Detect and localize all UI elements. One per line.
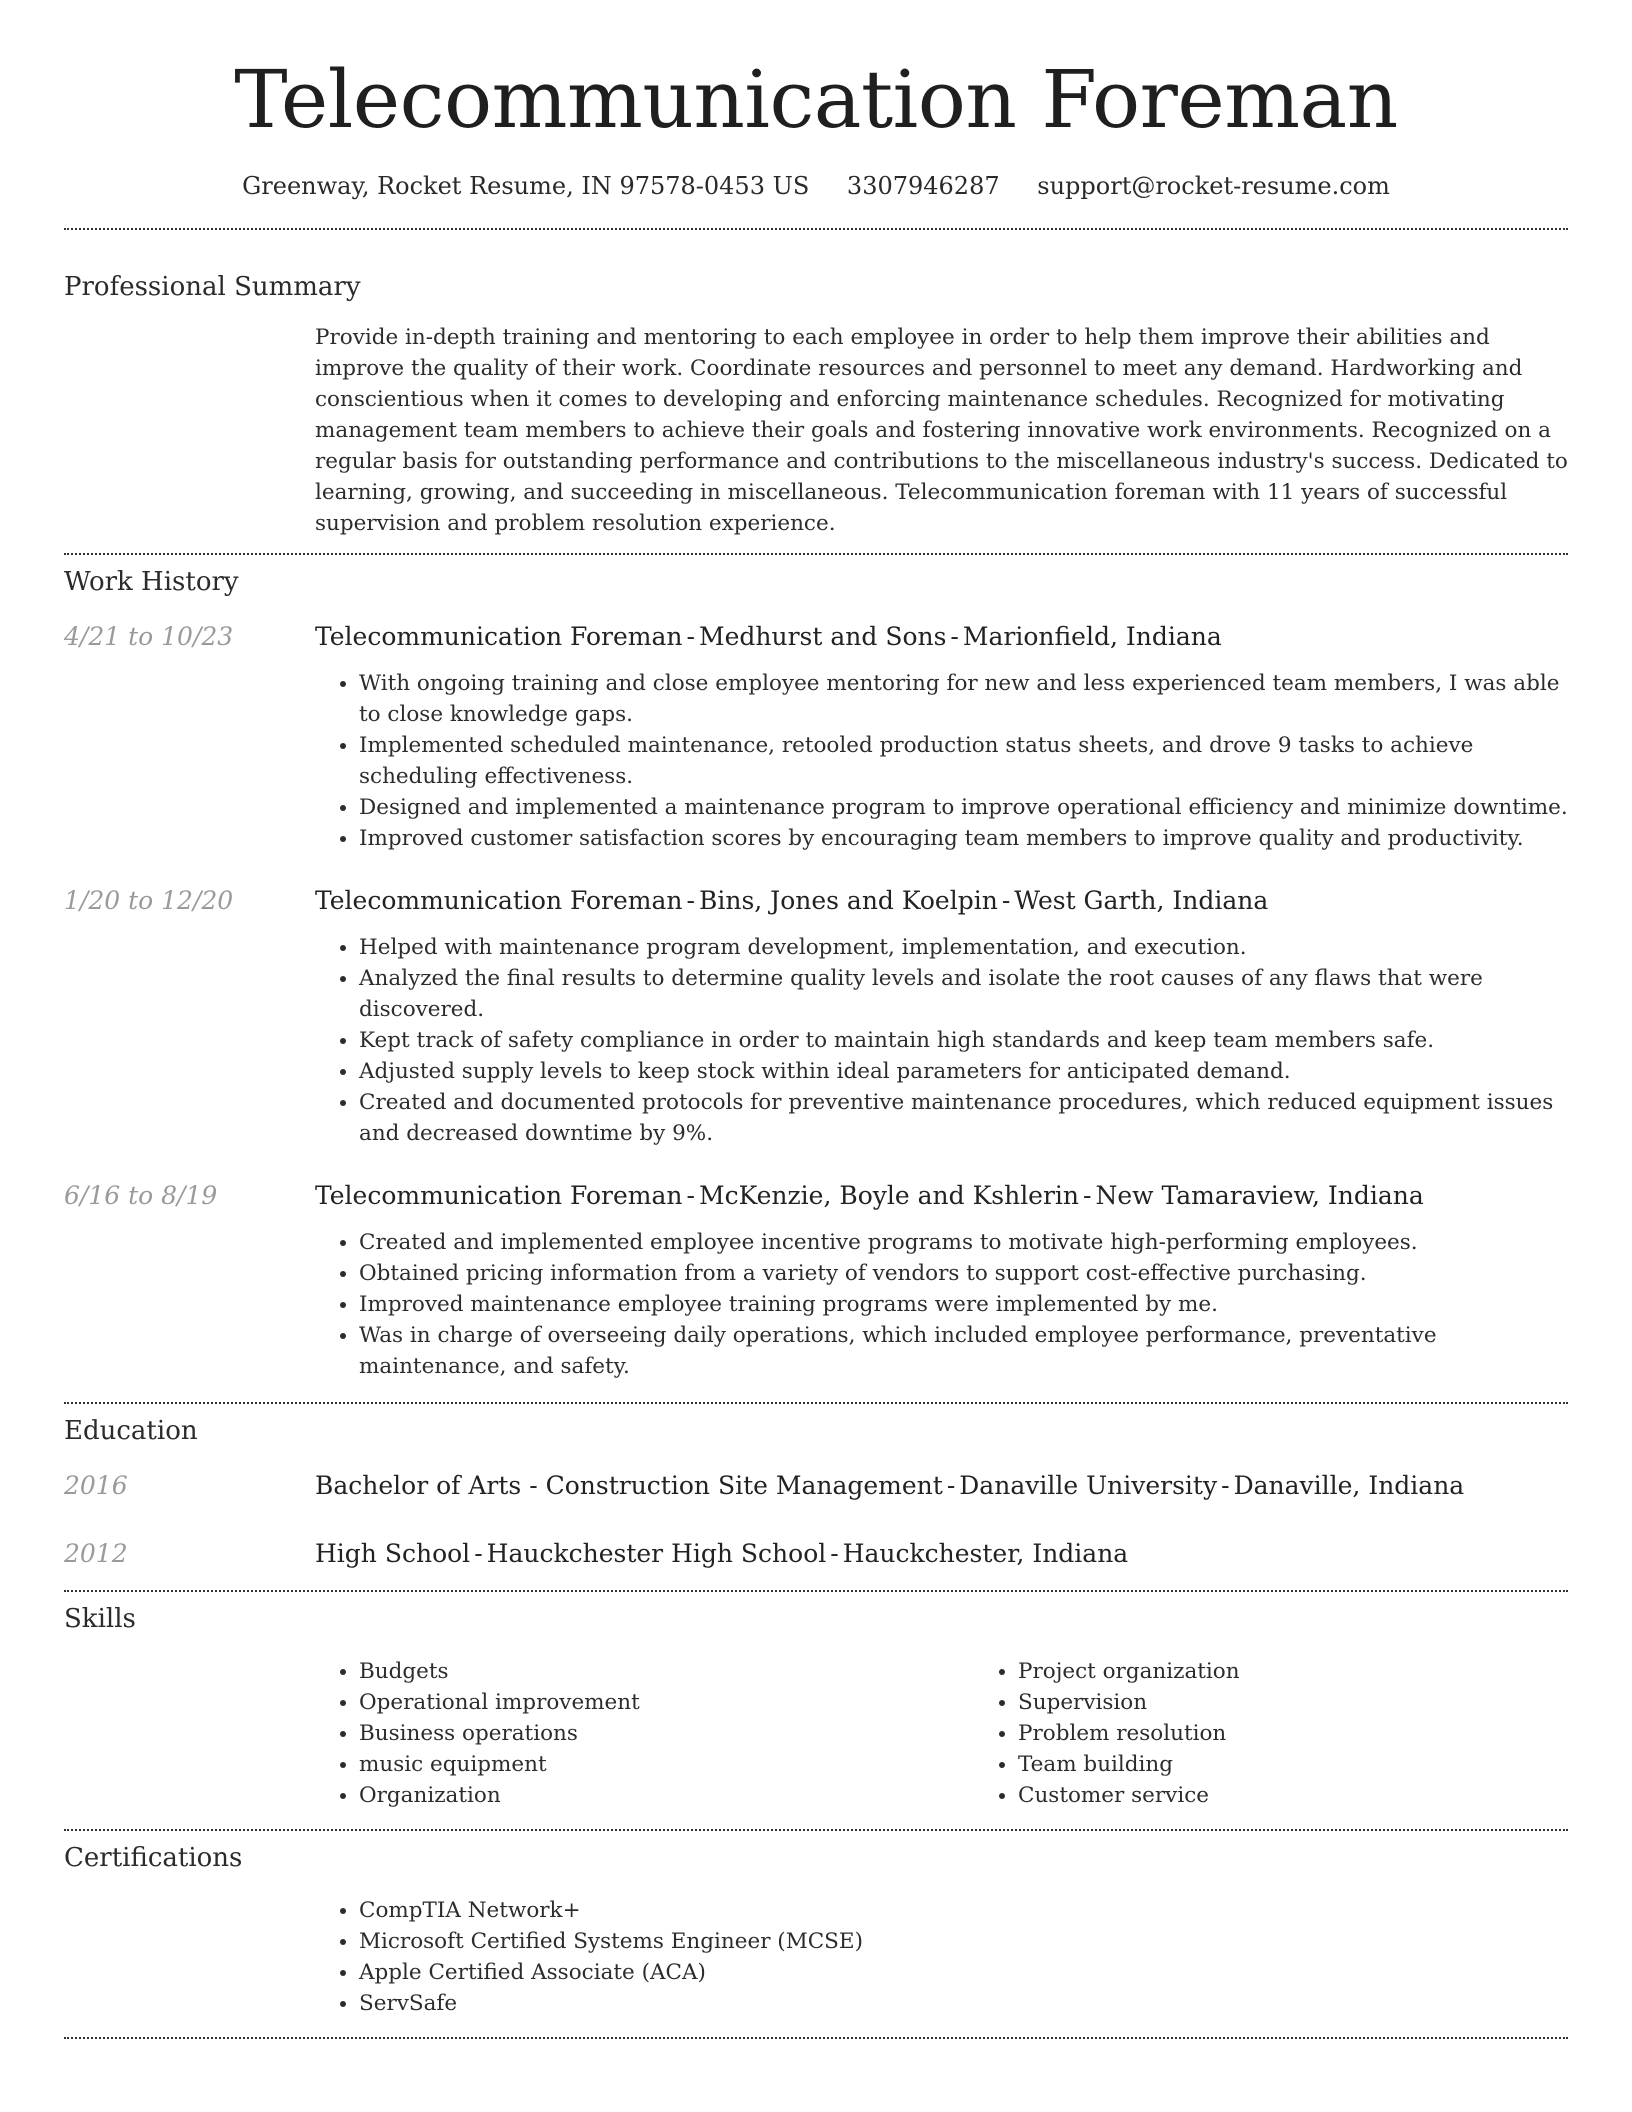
skill-item: • Budgets	[359, 1656, 974, 1687]
candidate-name: Telecommunication Foreman	[234, 53, 1398, 146]
certifications-section	[64, 1831, 1568, 2019]
job-bullets	[315, 932, 1568, 1149]
job-bullet: • Designed and implemented a maintenance program to improve operational efficiency and minimize downtime.	[359, 792, 1568, 823]
education-degree: High School	[315, 1539, 471, 1568]
education-school: Hauckchester High School	[486, 1539, 827, 1568]
job-entry	[64, 1180, 1568, 1382]
job-bullet: • Created and implemented employee incentive programs to motivate high-performing employees.	[359, 1227, 1568, 1258]
job-heading: Telecommunication Foreman - Medhurst and Sons - Marionfield, Indiana	[315, 622, 1222, 651]
job-entry	[64, 621, 1568, 854]
skill-item: • Business operations	[359, 1718, 974, 1749]
education-heading: Education	[64, 1416, 198, 1446]
certifications-heading: Certifications	[64, 1843, 243, 1873]
education-location: Danaville, Indiana	[1233, 1471, 1465, 1500]
contact-phone: 3307946287	[846, 172, 1000, 200]
job-bullet: • Created and documented protocols for preventive maintenance procedures, which reduced equipment issues and decreased downtime by 9%.	[359, 1087, 1568, 1149]
education-school: Danaville University	[959, 1471, 1218, 1500]
education-location: Hauckchester, Indiana	[842, 1539, 1129, 1568]
job-bullet: • Improved customer satisfaction scores by encouraging team members to improve quality and productivity.	[359, 823, 1568, 854]
job-location: West Garth, Indiana	[1014, 886, 1269, 915]
job-bullet: • Analyzed the final results to determine quality levels and isolate the root causes of any flaws that were discovered.	[359, 963, 1568, 1025]
education-entry	[64, 1538, 1568, 1570]
skill-item: • Supervision	[1018, 1687, 1632, 1718]
summary-section	[64, 230, 1568, 539]
contact-email: support@rocket-resume.com	[1037, 172, 1390, 200]
job-bullets	[315, 668, 1568, 854]
summary-heading: Professional Summary	[64, 272, 361, 302]
certification-item: • ServSafe	[359, 1988, 1568, 2019]
job-bullet: • Obtained pricing information from a variety of vendors to support cost-effective purchasing.	[359, 1258, 1568, 1289]
education-heading-line: Bachelor of Arts - Construction Site Management - Danaville University - Danaville, Indiana	[315, 1471, 1465, 1500]
skill-item: • Project organization	[1018, 1656, 1632, 1687]
skills-column-left	[315, 1656, 974, 1811]
summary-text: Provide in-depth training and mentoring to each employee in order to help them improve their abilities and improve the quality of their work. Coordinate resources and personnel to meet any demand. Hardworking and conscientious when it comes to developing and enforcing maintenance schedules. Recognized for motivating management team members to achieve their goals and fostering innovative work environments. Recognized on a regular basis for outstanding performance and contributions to the miscellaneous industry's success. Dedicated to learning, growing, and succeeding in miscellaneous. Telecommunication foreman with 11 years of successful supervision and problem resolution experience.	[315, 325, 1568, 536]
certification-item: • Microsoft Certified Systems Engineer (MCSE)	[359, 1926, 1568, 1957]
certification-item: • Apple Certified Associate (ACA)	[359, 1957, 1568, 1988]
job-company: McKenzie, Boyle and Kshlerin	[698, 1181, 1080, 1210]
job-bullets	[315, 1227, 1568, 1382]
skill-item: • music equipment	[359, 1749, 974, 1780]
job-bullet: • Adjusted supply levels to keep stock within ideal parameters for anticipated demand.	[359, 1056, 1568, 1087]
job-bullet: • Implemented scheduled maintenance, retooled production status sheets, and drove 9 tasks to achieve scheduling effectiveness.	[359, 730, 1568, 792]
job-dates: 1/20 to 12/20	[64, 886, 234, 915]
skill-item: • Problem resolution	[1018, 1718, 1632, 1749]
job-heading: Telecommunication Foreman - McKenzie, Boyle and Kshlerin - New Tamaraview, Indiana	[315, 1181, 1424, 1210]
job-bullet: • Was in charge of overseeing daily operations, which included employee performance, preventative maintenance, and safety.	[359, 1320, 1568, 1382]
job-bullet: • With ongoing training and close employee mentoring for new and less experienced team members, I was able to close knowledge gaps.	[359, 668, 1568, 730]
education-section	[64, 1404, 1568, 1570]
skill-item: • Operational improvement	[359, 1687, 974, 1718]
job-company: Medhurst and Sons	[698, 622, 947, 651]
job-location: Marionfield, Indiana	[962, 622, 1222, 651]
education-entry	[64, 1470, 1568, 1502]
contact-line	[64, 170, 1568, 202]
education-year: 2016	[64, 1471, 128, 1500]
work-history-heading: Work History	[64, 567, 239, 597]
certification-item: • CompTIA Network+	[359, 1895, 1568, 1926]
education-degree: Bachelor of Arts - Construction Site Management	[315, 1471, 943, 1500]
work-history-section	[64, 555, 1568, 1382]
job-title: Telecommunication Foreman	[315, 886, 683, 915]
skills-section	[64, 1592, 1568, 1811]
skill-item: • Organization	[359, 1780, 974, 1811]
job-bullet: • Kept track of safety compliance in order to maintain high standards and keep team members safe.	[359, 1025, 1568, 1056]
resume-page	[64, 0, 1568, 2039]
skill-item: • Team building	[1018, 1749, 1632, 1780]
skill-item: • Customer service	[1018, 1780, 1632, 1811]
job-company: Bins, Jones and Koelpin	[698, 886, 998, 915]
certifications-list	[315, 1895, 1568, 2019]
job-heading: Telecommunication Foreman - Bins, Jones and Koelpin - West Garth, Indiana	[315, 886, 1269, 915]
job-location: New Tamaraview, Indiana	[1095, 1181, 1424, 1210]
job-entry	[64, 885, 1568, 1149]
job-bullet: • Improved maintenance employee training programs were implemented by me.	[359, 1289, 1568, 1320]
job-dates: 4/21 to 10/23	[64, 622, 234, 651]
job-title: Telecommunication Foreman	[315, 622, 683, 651]
education-year: 2012	[64, 1539, 128, 1568]
job-bullet: • Helped with maintenance program development, implementation, and execution.	[359, 932, 1568, 963]
education-heading-line: High School - Hauckchester High School - Hauckchester, Indiana	[315, 1539, 1129, 1568]
job-title: Telecommunication Foreman	[315, 1181, 683, 1210]
contact-address: Greenway, Rocket Resume, IN 97578-0453 US	[242, 172, 810, 200]
skills-list	[315, 1656, 1632, 1811]
skills-heading: Skills	[64, 1604, 136, 1634]
section-divider	[64, 2037, 1568, 2039]
job-dates: 6/16 to 8/19	[64, 1181, 218, 1210]
skills-column-right	[974, 1656, 1632, 1811]
